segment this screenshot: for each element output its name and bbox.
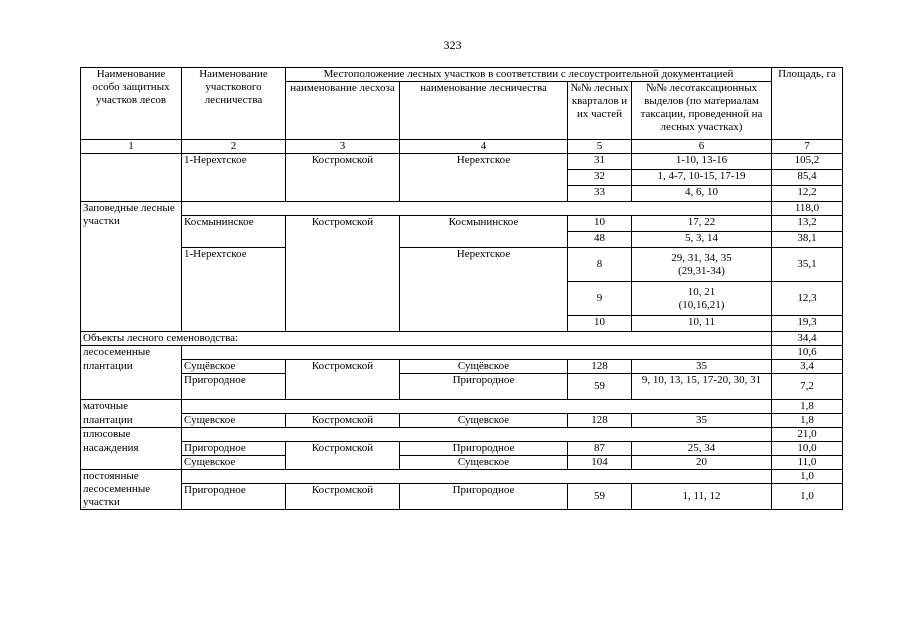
cell-empty bbox=[182, 400, 772, 414]
col-number: 5 bbox=[568, 140, 632, 154]
cell-allotments: 1, 11, 12 bbox=[632, 484, 772, 510]
cell-district: Сущёвское bbox=[182, 360, 286, 374]
cell-area-total: 118,0 bbox=[772, 202, 843, 216]
group-row bbox=[81, 428, 843, 442]
cell-allotments: 10, 11 bbox=[632, 316, 772, 332]
cell-area: 105,2 bbox=[772, 154, 843, 170]
allotments-line: (29,31-34) bbox=[678, 264, 725, 277]
cell-quarter: 59 bbox=[568, 484, 632, 510]
table-row bbox=[81, 248, 843, 282]
cell-area-total: 10,6 bbox=[772, 346, 843, 360]
cell-area: 10,0 bbox=[772, 442, 843, 456]
header-forestry: наименование лесничества bbox=[400, 82, 568, 140]
cell-leskhoz: Костромской bbox=[286, 484, 400, 510]
cell-area: 35,1 bbox=[772, 248, 843, 282]
cell-allotments bbox=[632, 282, 772, 316]
cell-allotments: 35 bbox=[632, 360, 772, 374]
cell-quarter: 104 bbox=[568, 456, 632, 470]
cell-category: маточные bbox=[81, 400, 182, 414]
cell-district: Пригородное bbox=[182, 484, 286, 510]
cell-quarter: 87 bbox=[568, 442, 632, 456]
cell-empty bbox=[81, 154, 182, 202]
group-row bbox=[81, 400, 843, 414]
cell-empty bbox=[81, 374, 182, 400]
header-allotments: №№ лесотаксационных выделов (по материалам таксации, проведенной на лесных участках) bbox=[632, 82, 772, 140]
header-quarters: №№ лесных кварталов и их частей bbox=[568, 82, 632, 140]
cell-quarter: 48 bbox=[568, 232, 632, 248]
cell-allotments bbox=[632, 248, 772, 282]
cell-forestry: Пригородное bbox=[400, 484, 568, 510]
cell-allotments: 35 bbox=[632, 414, 772, 428]
cell-empty bbox=[182, 202, 772, 216]
cell-forestry: Нерехтское bbox=[400, 154, 568, 202]
table-row bbox=[81, 154, 843, 170]
cell-area: 3,4 bbox=[772, 360, 843, 374]
cell-leskhoz: Костромской bbox=[286, 216, 400, 332]
group-row bbox=[81, 332, 843, 346]
cell-category: лесосеменные bbox=[81, 346, 182, 360]
cell-district: Сущевское bbox=[182, 414, 286, 428]
cell-allotments: 1, 4-7, 10-15, 17-19 bbox=[632, 170, 772, 186]
cell-empty bbox=[81, 456, 182, 470]
cell-allotments: 4, 6, 10 bbox=[632, 186, 772, 202]
cell-area: 11,0 bbox=[772, 456, 843, 470]
cell-area: 38,1 bbox=[772, 232, 843, 248]
header-protected-areas: Наименование особо защитных участков лесов bbox=[81, 68, 182, 140]
table-row bbox=[81, 442, 843, 456]
cell-allotments: 1-10, 13-16 bbox=[632, 154, 772, 170]
group-row bbox=[81, 346, 843, 360]
col-number: 3 bbox=[286, 140, 400, 154]
cell-area: 19,3 bbox=[772, 316, 843, 332]
header-row-1 bbox=[81, 68, 843, 82]
cell-quarter: 9 bbox=[568, 282, 632, 316]
cell-area: 13,2 bbox=[772, 216, 843, 232]
cell-allotments: 20 bbox=[632, 456, 772, 470]
cell-area: 12,3 bbox=[772, 282, 843, 316]
cell-quarter: 32 bbox=[568, 170, 632, 186]
cell-quarter: 33 bbox=[568, 186, 632, 202]
cell-quarter: 128 bbox=[568, 360, 632, 374]
cell-category: плюсовые bbox=[81, 428, 182, 442]
cell-forestry: Пригородное bbox=[400, 374, 568, 400]
header-numbers-row bbox=[81, 140, 843, 154]
col-number: 4 bbox=[400, 140, 568, 154]
cell-quarter: 59 bbox=[568, 374, 632, 400]
col-number: 2 bbox=[182, 140, 286, 154]
cell-area-total: 1,8 bbox=[772, 400, 843, 414]
cell-empty bbox=[182, 428, 772, 442]
header-leskhoz: наименование лесхоза bbox=[286, 82, 400, 140]
cell-district: Пригородное bbox=[182, 374, 286, 400]
cell-district: 1-Нерехтское bbox=[182, 154, 286, 202]
group-row bbox=[81, 202, 843, 216]
cell-leskhoz: Костромской bbox=[286, 154, 400, 202]
cell-leskhoz: Костромской bbox=[286, 360, 400, 400]
allotments-line: (10,16,21) bbox=[678, 298, 725, 311]
page-number: 323 bbox=[443, 38, 462, 52]
cell-district: 1-Нерехтское bbox=[182, 248, 286, 332]
cell-leskhoz: Костромской bbox=[286, 414, 400, 428]
cell-forestry: Сущевское bbox=[400, 456, 568, 470]
cell-category: Объекты лесного семеноводства: bbox=[81, 332, 772, 346]
table-row bbox=[81, 374, 843, 400]
allotments-line: 10, 21 bbox=[687, 285, 716, 298]
cell-area: 7,2 bbox=[772, 374, 843, 400]
header-district-forestry: Наименование участкового лесничества bbox=[182, 68, 286, 140]
cell-allotments: 5, 3, 14 bbox=[632, 232, 772, 248]
cell-quarter: 31 bbox=[568, 154, 632, 170]
cell-area: 12,2 bbox=[772, 186, 843, 202]
cell-quarter: 128 bbox=[568, 414, 632, 428]
cell-area: 1,0 bbox=[772, 484, 843, 510]
table-row bbox=[81, 360, 843, 374]
cell-category: насаждения bbox=[81, 442, 182, 456]
cell-category: постоянные лесосеменные участки bbox=[81, 470, 182, 510]
table-row bbox=[81, 414, 843, 428]
cell-area: 1,8 bbox=[772, 414, 843, 428]
table-row bbox=[81, 456, 843, 470]
cell-allotments: 17, 22 bbox=[632, 216, 772, 232]
cell-area: 85,4 bbox=[772, 170, 843, 186]
col-number: 1 bbox=[81, 140, 182, 154]
cell-forestry: Сущевское bbox=[400, 414, 568, 428]
cell-category: плантации bbox=[81, 414, 182, 428]
allotments-line: 29, 31, 34, 35 bbox=[671, 251, 732, 264]
cell-empty bbox=[182, 346, 772, 360]
cell-forestry: Космынинское bbox=[400, 216, 568, 248]
cell-forestry: Нерехтское bbox=[400, 248, 568, 332]
cell-allotments: 25, 34 bbox=[632, 442, 772, 456]
col-number: 7 bbox=[772, 140, 843, 154]
cell-area-total: 34,4 bbox=[772, 332, 843, 346]
cell-forestry: Сущёвское bbox=[400, 360, 568, 374]
col-number: 6 bbox=[632, 140, 772, 154]
cell-district: Пригородное bbox=[182, 442, 286, 456]
cell-area-total: 21,0 bbox=[772, 428, 843, 442]
cell-leskhoz: Костромской bbox=[286, 442, 400, 470]
cell-forestry: Пригородное bbox=[400, 442, 568, 456]
forest-plots-table bbox=[80, 67, 843, 510]
header-area: Площадь, га bbox=[772, 68, 843, 140]
cell-quarter: 10 bbox=[568, 216, 632, 232]
cell-quarter: 10 bbox=[568, 316, 632, 332]
cell-district: Космынинское bbox=[182, 216, 286, 248]
cell-empty bbox=[182, 470, 772, 484]
group-row bbox=[81, 470, 843, 484]
cell-category: плантации bbox=[81, 360, 182, 374]
cell-category: Заповедные лесные участки bbox=[81, 202, 182, 332]
table-row bbox=[81, 216, 843, 232]
header-location-group: Местоположение лесных участков в соответствии с лесоустроительной документацией bbox=[286, 68, 772, 82]
cell-allotments: 9, 10, 13, 15, 17-20, 30, 31 bbox=[632, 374, 772, 400]
cell-district: Сущевское bbox=[182, 456, 286, 470]
table-row bbox=[81, 484, 843, 510]
cell-area-total: 1,0 bbox=[772, 470, 843, 484]
cell-quarter: 8 bbox=[568, 248, 632, 282]
